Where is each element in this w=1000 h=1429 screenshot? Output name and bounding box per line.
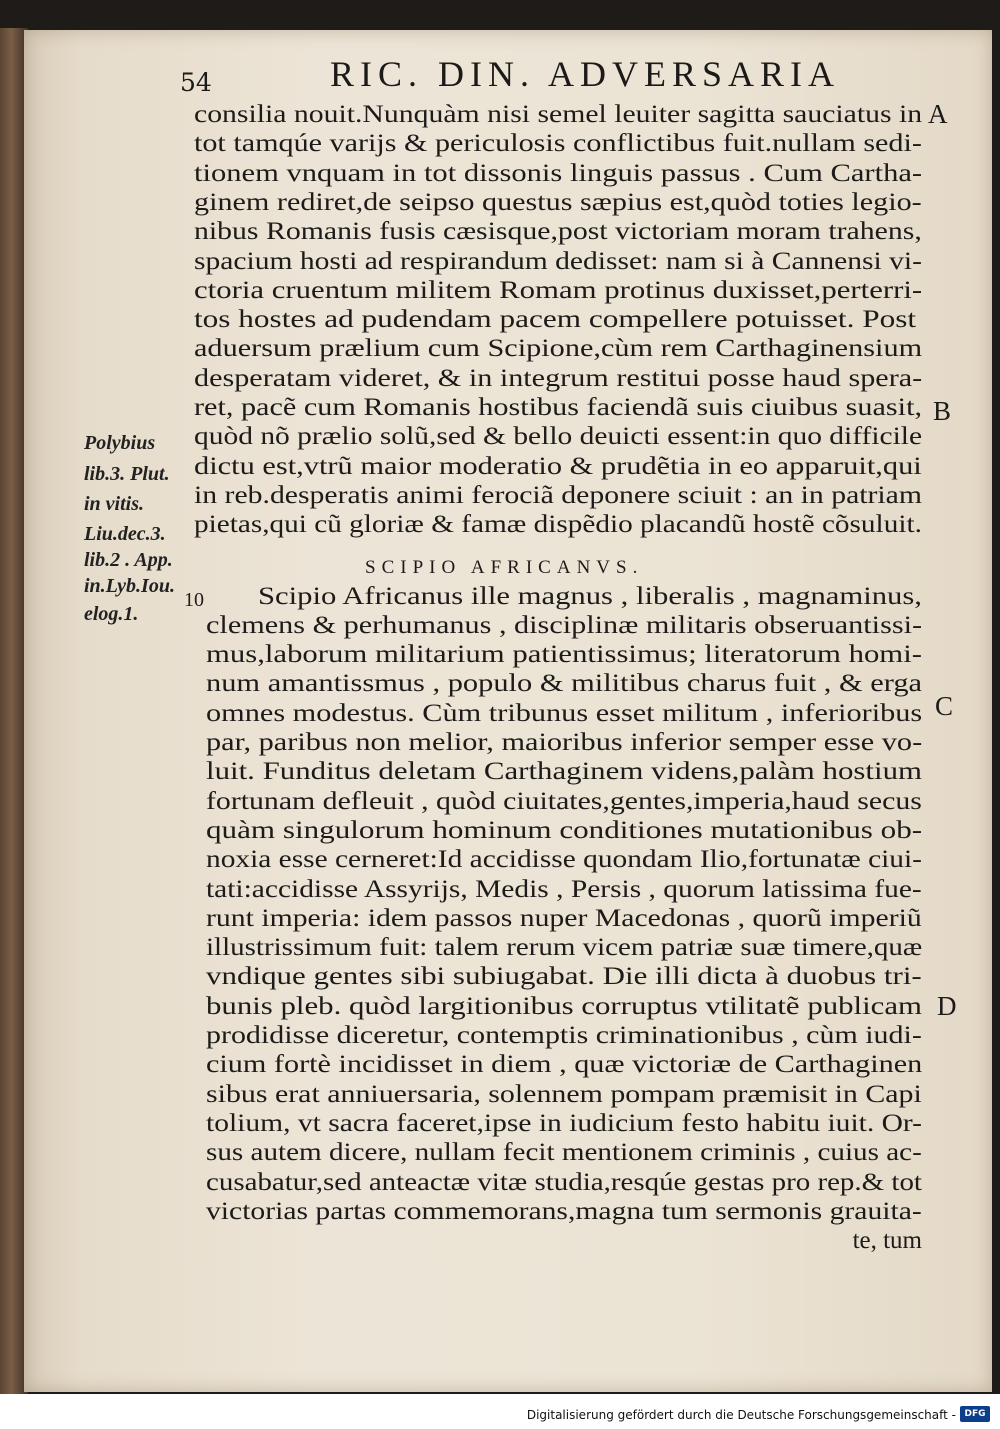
text-line-content: cium fortè incidisset in diem , quæ victoriæ de Carthaginen (206, 1051, 923, 1079)
text-line-content: noxia esse cerneret:Id accidisse quondam Ilio,fortunatæ ciui- (206, 846, 922, 874)
text-line-content: tati:accidisse Assyrijs, Medis , Persis , quorum latissima fue- (206, 875, 922, 903)
margin-note-5: lib.2 . App. (84, 549, 173, 571)
text-line-content: bunis pleb. quòd largitionibus corruptus vtilitatẽ publicam (206, 992, 923, 1020)
text-line-content: quòd nõ prælio solũ,sed & bello deuicti essent:in quo difficile (194, 423, 923, 451)
text-line-content: prodidisse diceretur, contemptis criminationibus , cùm iudi- (206, 1022, 922, 1049)
text-line-content: victorias partas commemorans,magna tum sermonis grauita- (206, 1197, 922, 1225)
text-line-content: cusabatur,sed anteactæ vitæ studia,resqúe gestas pro rep.& tot (206, 1168, 922, 1196)
footer-bar (0, 1394, 1000, 1429)
margin-note-3: in vitis. (84, 493, 145, 515)
text-line-content: dictu est,vtrũ maior moderatio & prudẽtia in eo apparuit,qui (194, 452, 922, 480)
text-line-content: desperatam videret, & in integrum restitui posse haud spera- (194, 364, 923, 392)
page-number: 54 (180, 68, 212, 97)
running-head: RIC. DIN. ADVERSARIA (330, 54, 841, 94)
text-line-content: spacium hosti ad respirandum dedisset: nam si à Cannensi vi- (194, 247, 922, 275)
text-line-content: te, tum (852, 1227, 922, 1255)
section-heading: SCIPIO AFRICANVS. (365, 557, 644, 578)
text-line-content: tionem vnquam in tot dissonis linguis passus . Cum Cartha- (194, 159, 923, 187)
text-line-content: luit. Funditus deletam Carthaginem videns,palàm hostium (206, 758, 923, 786)
text-line-content: num amantissmus , populo & militibus charus fuit , & erga (206, 670, 923, 698)
text-line-content: pietas,qui cũ gloriæ & famæ dispẽdio placandũ hostẽ cõsuluit. (194, 511, 922, 539)
text-line-content: mus,laborum militarium patientissimus; literatorum homi- (206, 641, 922, 669)
section-letter-b: B (933, 396, 952, 426)
section-letter-d: D (937, 991, 957, 1021)
text-line-content: illustrissimum fuit: talem rerum vicem patriæ suæ timere,quæ (206, 934, 923, 962)
section-letter-a: A (928, 99, 948, 129)
text-line-content: par, paribus non melior, maioribus inferior semper esse vo- (206, 729, 923, 756)
text-line-content: sus autem dicere, nullam fecit mentionem criminis , cuius ac- (206, 1139, 922, 1167)
section-letter-c: C (935, 691, 954, 721)
text-line-content: vndique gentes sibi subiugabat. Die illi dicta à duobus tri- (206, 963, 922, 991)
text-line-content: ctoria cruentum militem Romam protinus duxisset,perterri- (194, 276, 923, 304)
text-line-content: runt imperia: idem passos nuper Macedonas , quorũ imperiũ (206, 904, 922, 932)
paragraph-number: 10 (184, 588, 204, 611)
text-line-content: omnes modestus. Cùm tribunus esset militum , inferioribus (206, 699, 923, 727)
dfg-logo-icon: DFG (960, 1406, 990, 1422)
footer-credit: Digitalisierung gefördert durch die Deutsche Forschungsgemeinschaft - (526, 1408, 956, 1422)
text-line-content: Scipio Africanus ille magnus , liberalis , magnaminus, (258, 582, 922, 610)
text-line-content: tolium, vt sacra faceret,ipse in iudicium festo habitu iuit. Or- (206, 1109, 923, 1137)
text-line-content: nibus Romanis fusis cæsisque,post victoriam moram trahens, (194, 218, 922, 246)
text-line-content: aduersum prælium cum Scipione,cùm rem Carthaginensium (194, 335, 923, 363)
text-line-content: tos hostes ad pudendam pacem compellere potuisset. Post (194, 306, 917, 334)
text-line-content: tot tamqúe varijs & periculosis conflictibus fuit.nullam sedi- (194, 130, 922, 158)
text-line-content: in reb.desperatis animi ferociã deponere sciuit : an in patriam (194, 481, 923, 509)
margin-note-4: Liu.dec.3. (84, 523, 166, 545)
margin-note-7: elog.1. (84, 603, 139, 625)
text-line-content: quàm singulorum hominum conditiones mutationibus ob- (206, 816, 923, 844)
margin-note-6: in.Lyb.Iou. (84, 575, 175, 597)
text-line-content: ret, pacẽ cum Romanis hostibus faciendã suis ciuibus suasit, (194, 394, 923, 421)
text-line-content: ginem rediret,de seipso questus sæpius est,quòd toties legio- (194, 188, 922, 216)
margin-note-1: Polybius (84, 432, 156, 454)
text-line-content: sibus erat anniuersaria, solennem pompam præmisit in Capi (206, 1080, 922, 1108)
text-line-content: clemens & perhumanus , disciplinæ militaris obseruantissi- (206, 611, 923, 639)
text-line-content: fortunam defleuit , quòd ciuitates,gentes,imperia,haud secus (206, 787, 922, 815)
margin-note-2: lib.3. Plut. (84, 463, 170, 485)
text-line-content: consilia nouit.Nunquàm nisi semel leuiter sagitta sauciatus in (194, 101, 923, 128)
